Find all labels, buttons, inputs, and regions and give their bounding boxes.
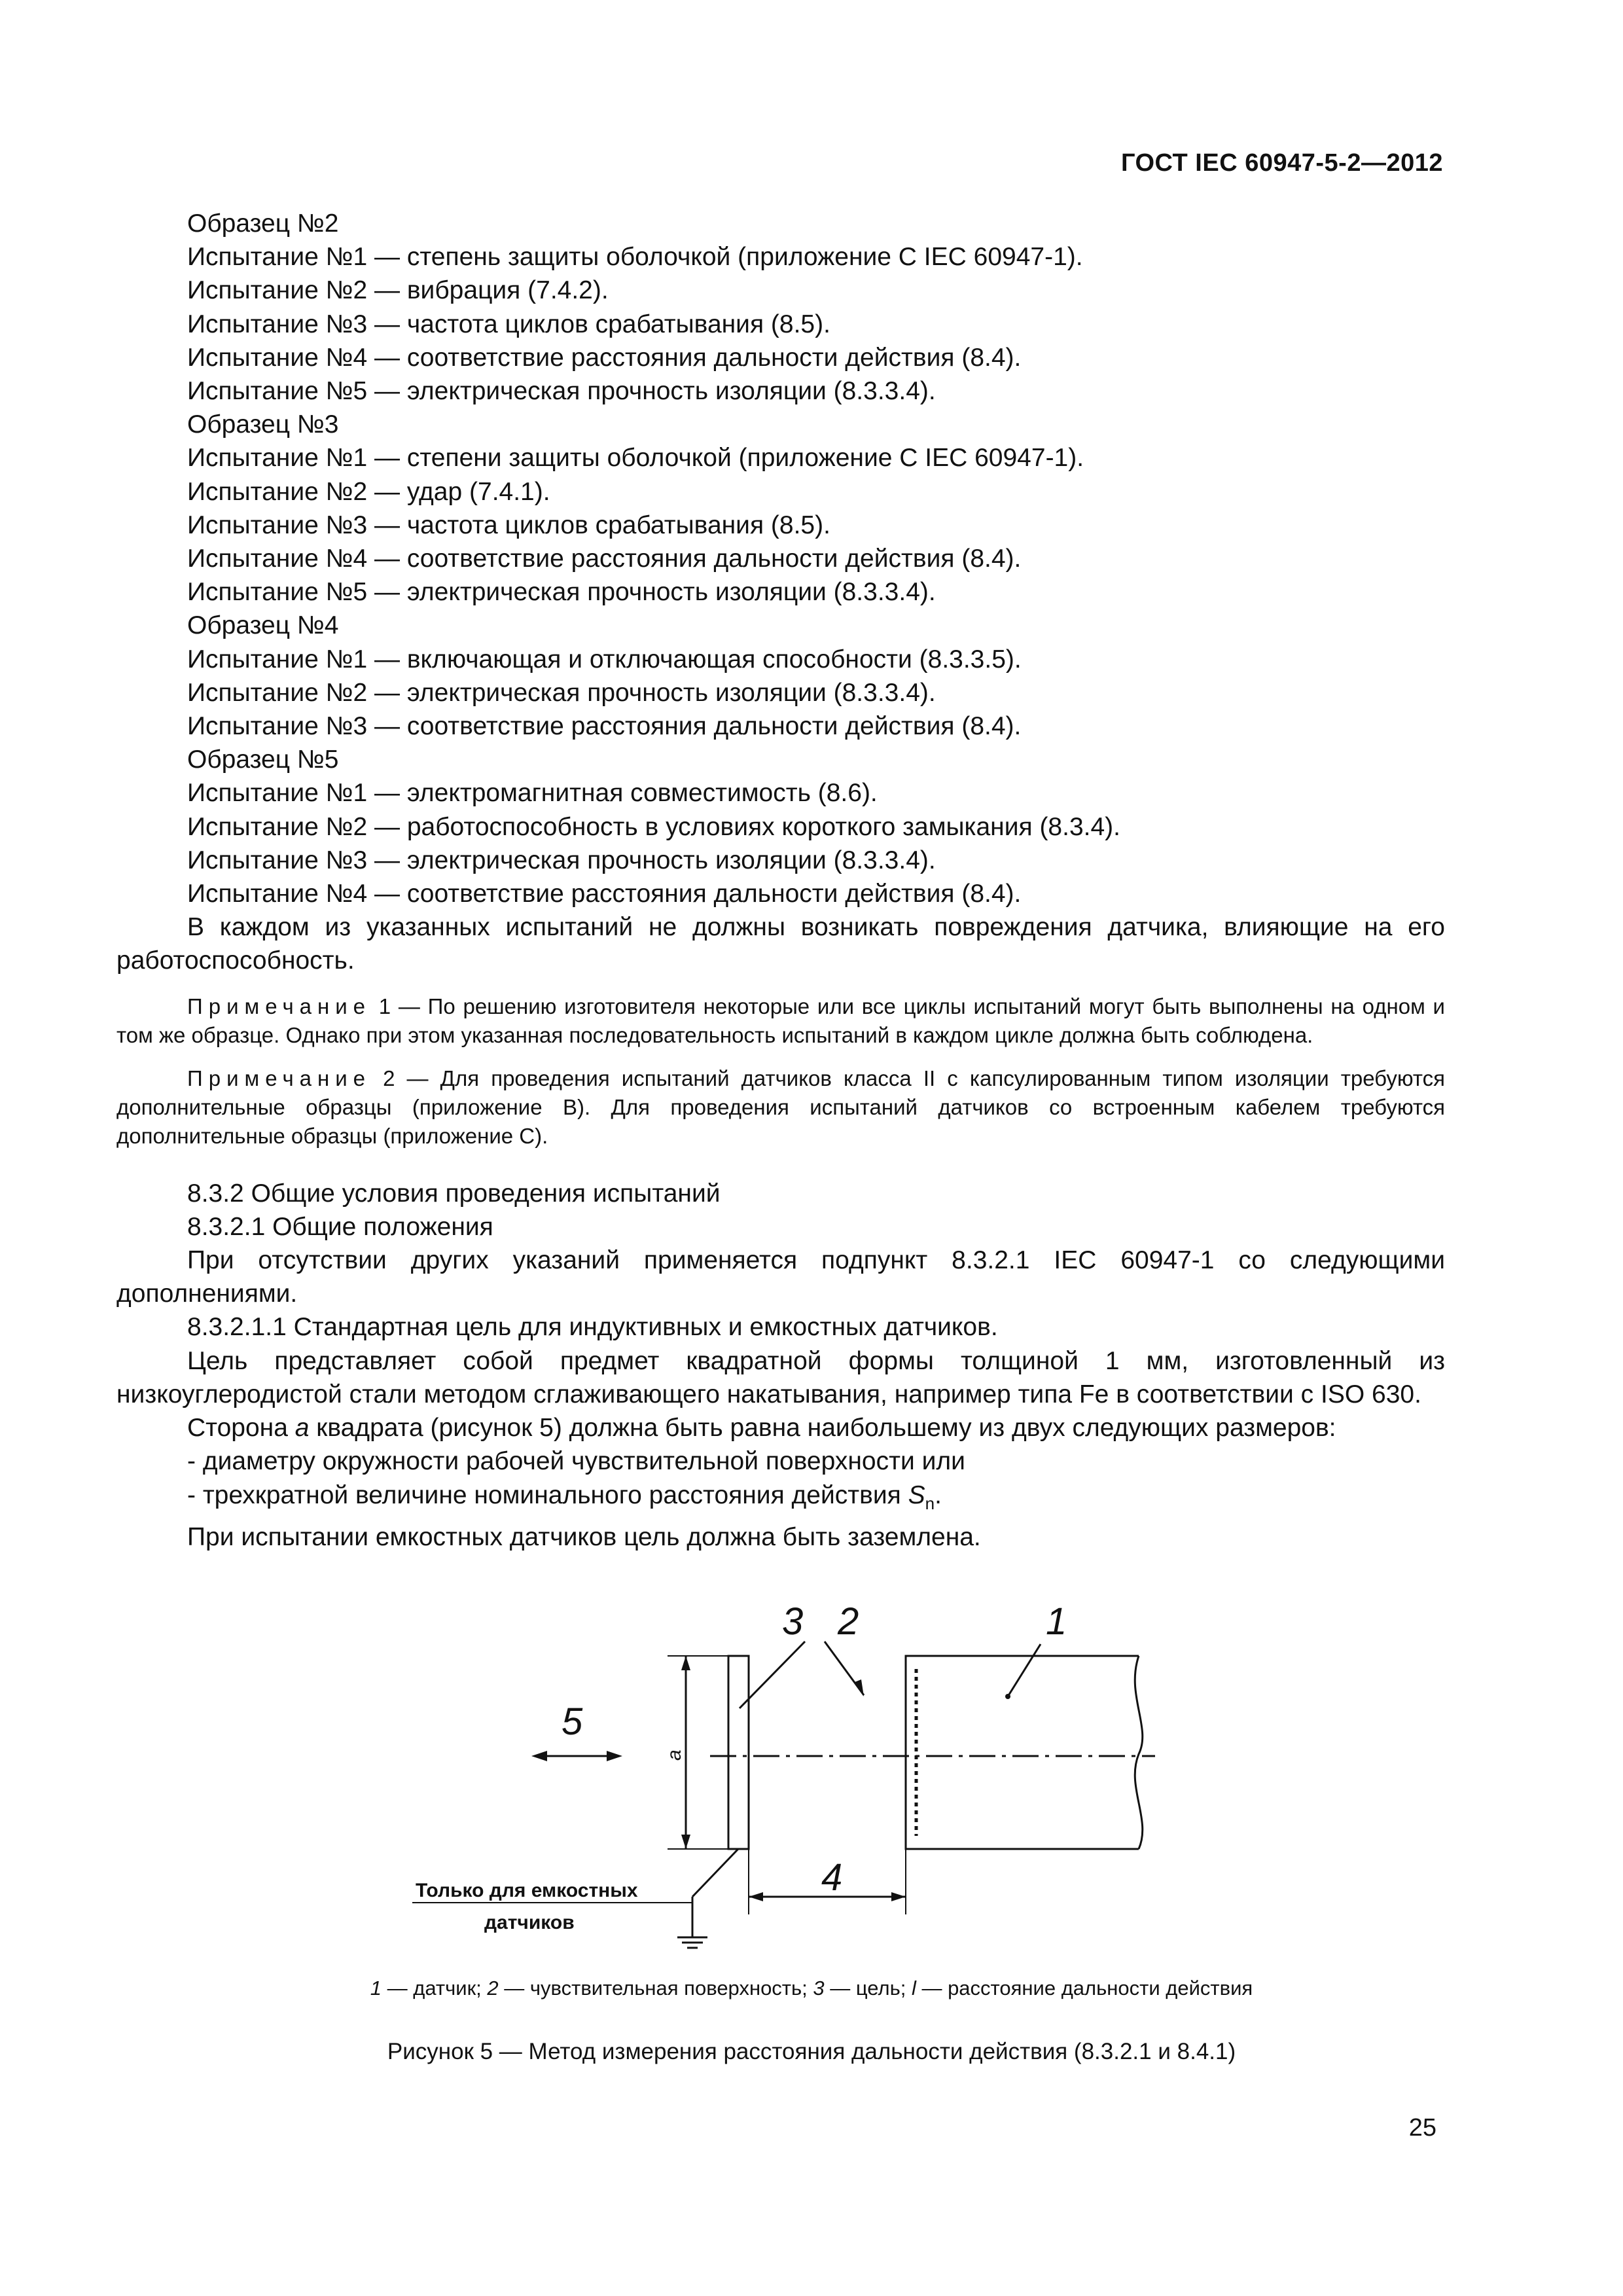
leader-1 — [1008, 1644, 1041, 1696]
document-header: ГОСТ IEC 60947-5-2—2012 — [1120, 149, 1443, 177]
page-number: 25 — [1408, 2114, 1436, 2142]
leader-2-arrow — [855, 1679, 864, 1696]
arrow-5-left — [531, 1751, 547, 1761]
label-2: 2 — [838, 1600, 859, 1643]
sample-title: Образец №4 — [187, 611, 339, 640]
leader-1-dot — [1005, 1694, 1010, 1699]
figure-5 — [393, 1584, 1165, 1950]
dimension-4-arrow-right — [891, 1892, 906, 1901]
grounding-sentence: При испытании емкостных датчиков цель должна быть заземлена. — [187, 1522, 981, 1551]
test-item: Испытание №1 — степени защиты оболочкой (приложение С IEC 60947-1). — [187, 444, 1084, 473]
bullet-triple: - трехкратной величине номинального расстояния действия $S_n$. — [187, 1480, 942, 1513]
target-paragraph: Цель представляет собой предмет квадратной формы толщиной 1 мм, изготовленный из низкоуглеродистой стали методом сглаживающего накатывания, например типа Fe в соответствии с ISO 630. — [116, 1346, 1445, 1408]
section-heading-8-3-2-1: 8.3.2.1 Общие положения — [187, 1212, 493, 1241]
test-item: Испытание №2 — вибрация (7.4.2). — [187, 276, 609, 305]
test-item: Испытание №1 — включающая и отключающая способности (8.3.3.5). — [187, 645, 1022, 673]
sample-title: Образец №3 — [187, 410, 339, 439]
test-item: Испытание №2 — работоспособность в условиях короткого замыкания (8.3.4). — [187, 812, 1120, 841]
dimension-a-arrow-top — [681, 1656, 690, 1670]
side-intro: Сторона a квадрата (рисунок 5) должна быть равна наибольшему из двух следующих размеров: — [187, 1414, 1336, 1443]
sensor-break-line — [1135, 1656, 1143, 1849]
label-1: 1 — [1046, 1600, 1067, 1643]
figure-legend: 1 — датчик; 2 — чувствительная поверхность; 3 — цель; l — расстояние дальности действия — [370, 1977, 1253, 2000]
note-2 — [116, 1064, 1445, 1151]
test-item: Испытание №5 — электрическая прочность изоляции (8.3.3.4). — [187, 377, 936, 406]
label-a: a — [664, 1749, 685, 1761]
test-item: Испытание №3 — частота циклов срабатывания (8.5). — [187, 310, 830, 338]
note-label: Примечание — [187, 994, 372, 1018]
test-item: Испытание №3 — соответствие расстояния дальности действия (8.4). — [187, 712, 1022, 741]
note-text: 1 — По решению изготовителя некоторые или все циклы испытаний могут быть выполнены на одном и том же образце. Однако при этом указанная последовательность испытаний в каждом цикле должна быть соблюдена. — [116, 994, 1445, 1047]
test-item: Испытание №1 — электромагнитная совместимость (8.6). — [187, 779, 878, 808]
general-paragraph: При отсутствии других указаний применяется подпункт 8.3.2.1 IEC 60947-1 со следующими дополнениями. — [116, 1246, 1445, 1308]
test-item: Испытание №5 — электрическая прочность изоляции (8.3.3.4). — [187, 578, 936, 607]
page-content — [116, 207, 1445, 1554]
capacitive-note-line2: датчиков — [484, 1912, 575, 1933]
label-3: 3 — [782, 1600, 804, 1643]
bullet-diameter: - диаметру окружности рабочей чувствительной поверхности или — [187, 1447, 965, 1476]
test-item: Испытание №2 — электрическая прочность изоляции (8.3.3.4). — [187, 678, 936, 707]
test-item: Испытание №1 — степень защиты оболочкой (приложение С IEC 60947-1). — [187, 243, 1083, 272]
target-plate — [728, 1656, 749, 1849]
test-item: Испытание №4 — соответствие расстояния дальности действия (8.4). — [187, 343, 1022, 372]
label-5: 5 — [562, 1700, 583, 1743]
test-item: Испытание №3 — частота циклов срабатывания (8.5). — [187, 511, 830, 539]
damage-paragraph: В каждом из указанных испытаний не должны возникать повреждения датчика, влияющие на его работоспособность. — [116, 913, 1445, 975]
capacitive-note-line1: Только для емкостных — [416, 1880, 638, 1901]
arrow-5-right — [607, 1751, 622, 1761]
note-1 — [116, 992, 1445, 1050]
ground-wire — [692, 1849, 738, 1897]
test-item: Испытание №3 — электрическая прочность изоляции (8.3.3.4). — [187, 846, 936, 874]
dimension-4-arrow-left — [749, 1892, 763, 1901]
section-heading-8-3-2: 8.3.2 Общие условия проведения испытаний — [187, 1179, 721, 1208]
section-heading-8-3-2-1-1: 8.3.2.1.1 Стандартная цель для индуктивных и емкостных датчиков. — [187, 1313, 998, 1342]
note-text: 2 — Для проведения испытаний датчиков класса II с капсулированным типом изоляции требуются дополнительные образцы (приложение В). Для проведения испытаний датчиков со встроенным кабелем требуются дополнительные образцы (приложение С). — [116, 1066, 1445, 1148]
sensor-body — [906, 1656, 1139, 1849]
note-label: Примечание — [187, 1066, 372, 1090]
test-item: Испытание №4 — соответствие расстояния дальности действия (8.4). — [187, 545, 1022, 573]
dimension-a-arrow-bottom — [681, 1835, 690, 1849]
label-4: 4 — [821, 1856, 843, 1899]
measurement-diagram — [393, 1584, 1165, 1950]
samples-list — [116, 207, 1445, 910]
test-item: Испытание №4 — соответствие расстояния дальности действия (8.4). — [187, 880, 1022, 908]
sample-title: Образец №2 — [187, 209, 339, 238]
sample-title: Образец №5 — [187, 745, 339, 774]
figure-caption: Рисунок 5 — Метод измерения расстояния дальности действия (8.3.2.1 и 8.4.1) — [387, 2039, 1236, 2064]
test-item: Испытание №2 — удар (7.4.1). — [187, 477, 550, 506]
